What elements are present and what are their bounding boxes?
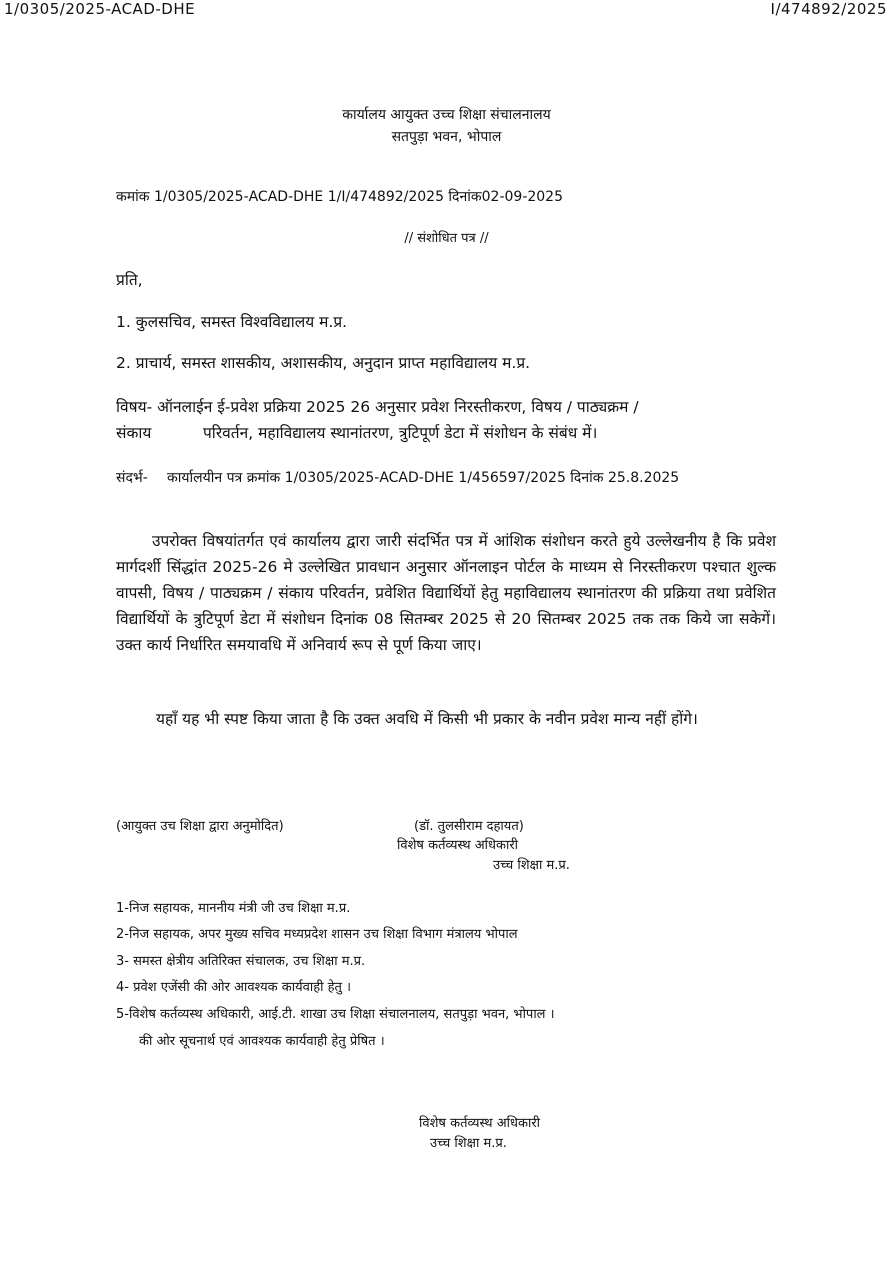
- reference-text: कार्यालयीन पत्र क्रमांक 1/0305/2025-ACAD-DHE 1/456597/2025 दिनांक 25.8.2025: [167, 470, 680, 486]
- to-label: प्रति,: [116, 271, 143, 289]
- copy-item-3: 3- समस्त क्षेत्रीय अतिरिक्त संचालक, उच शिक्षा म.प्र.: [116, 954, 366, 969]
- final-signatory-department: उच्च शिक्षा म.प्र.: [430, 1136, 507, 1151]
- subject-line-2-label: संकाय: [116, 424, 152, 442]
- revised-letter-label: // संशोधित पत्र //: [404, 231, 489, 246]
- office-name: कार्यालय आयुक्त उच्च शिक्षा संचालनालय: [342, 107, 551, 123]
- approval-note: (आयुक्त उच शिक्षा द्वारा अनुमोदित): [116, 819, 284, 834]
- copy-item-2: 2-निज सहायक, अपर मुख्य सचिव मध्यप्रदेश शासन उच शिक्षा विभाग मंत्रालय भोपाल: [116, 927, 518, 942]
- subject-line-2-text: परिवर्तन, महाविद्यालय स्थानांतरण, त्रुटिपूर्ण डेटा में संशोधन के संबंध में।: [203, 424, 598, 442]
- body-paragraph-2: यहाँ यह भी स्पष्ट किया जाता है कि उक्त अवधि में किसी भी प्रकार के नवीन प्रवेश मान्य नहीं होंगे।: [156, 710, 698, 728]
- copy-item-5: 5-विशेष कर्तव्यस्थ अधिकारी, आई.टी. शाखा उच शिक्षा संचालनालय, सतपुड़ा भवन, भोपाल ।: [116, 1007, 555, 1022]
- office-address: सतपुड़ा भवन, भोपाल: [391, 129, 502, 145]
- copy-item-4: 4- प्रवेश एजेंसी की ओर आवश्यक कार्यवाही हेतु ।: [116, 980, 352, 995]
- reference-label: संदर्भ-: [116, 470, 148, 486]
- subject-line-1: विषय- ऑनलाईन ई-प्रवेश प्रक्रिया 2025 26 अनुसार प्रवेश निरस्तीकरण, विषय / पाठ्यक्रम /: [116, 398, 639, 416]
- signatory-department: उच्च शिक्षा म.प्र.: [493, 858, 570, 873]
- copy-footer: की ओर सूचनार्थ एवं आवश्यक कार्यवाही हेतु प्रेषित ।: [139, 1034, 385, 1049]
- header-right-id: I/474892/2025: [770, 0, 887, 18]
- signatory-name: (डॉ. तुलसीराम दहायत): [414, 819, 524, 834]
- copy-item-1: 1-निज सहायक, माननीय मंत्री जी उच शिक्षा म.प्र.: [116, 901, 351, 916]
- reference-number: कमांक 1/0305/2025-ACAD-DHE 1/I/474892/2025 दिनांक02-09-2025: [116, 189, 563, 205]
- signatory-title: विशेष कर्तव्यस्थ अधिकारी: [397, 838, 519, 853]
- body-paragraph-1: उपरोक्त विषयांतर्गत एवं कार्यालय द्वारा जारी संदर्भित पत्र में आंशिक संशोधन करते हुये उल्लेखनीय है कि प्रवेश मार्गदर्शी सिंद्धांत 2025-26 मे उल्लेखित प्रावधान अनुसार ऑनलाइन पोर्टल के माध्यम से निरस्तीकरण पश्चात शुल्क वापसी, विषय / पाठ्यक्रम / संकाय परिवर्तन, प्रवेशित विद्यार्थियों हेतु महाविद्यालय स्थानांतरण की प्रक्रिया तथा प्रवेशित विद्यार्थियों के त्रुटिपूर्ण डेटा में संशोधन दिनांक 08 सितम्बर 2025 से 20 सितम्बर 2025 तक तक किये जा सकेगें। उक्त कार्य निर्धारित समयावधि में अनिवार्य रूप से पूर्ण किया जाए।: [116, 532, 776, 654]
- addressee-1: 1. कुलसचिव, समस्त विश्वविद्यालय म.प्र.: [116, 313, 348, 331]
- header-left-id: 1/0305/2025-ACAD-DHE: [4, 0, 196, 18]
- addressee-2: 2. प्राचार्य, समस्त शासकीय, अशासकीय, अनुदान प्राप्त महाविद्यालय म.प्र.: [116, 354, 531, 372]
- final-signatory-title: विशेष कर्तव्यस्थ अधिकारी: [419, 1116, 541, 1131]
